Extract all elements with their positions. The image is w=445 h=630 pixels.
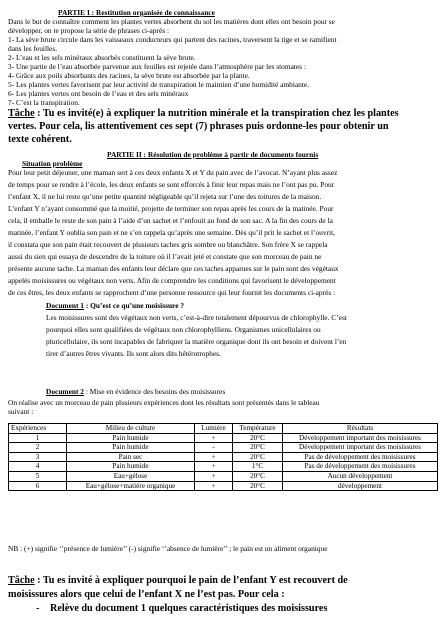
doc1-heading bbox=[46, 301, 184, 310]
sentence-line: dans les feuilles. bbox=[8, 44, 58, 53]
table-header-cell: Milieu de culture bbox=[67, 424, 195, 434]
table-cell: + bbox=[195, 471, 233, 481]
part1-intro-line: développer, on te propose la série de phrases ci-après : bbox=[8, 26, 170, 35]
situation-line: cela, il emballe le reste de son pain à l’aide d’un sachet et l’enfouit au fond de son sac. A la fin des cours de la bbox=[8, 216, 333, 225]
task-label: Tâche bbox=[8, 108, 35, 119]
sentence-line: 6- Les plantes vertes ont besoin de l’eau et des sels minéraux bbox=[8, 89, 189, 98]
part2-task-line: moisissures alors que celui de l’enfant X ne l’est pas. Pour cela : bbox=[8, 589, 285, 600]
table-cell: 2 bbox=[9, 443, 67, 453]
doc1-line: pluricellulaire, ils sont incapables de fabriquer la matière organique dont ils ont besoin et doivent l’en bbox=[46, 337, 347, 346]
table-cell: + bbox=[195, 433, 233, 443]
table-row bbox=[9, 471, 438, 481]
table-row bbox=[9, 481, 438, 491]
situation-line: L’enfant Y n’ayant consommé que la moitié, projette de terminer son repas après les cours de la matinée. Pour bbox=[8, 204, 334, 213]
doc1-line: pourquoi elles sont qualifiées de végétaux non chlorophylliens. Organismes unicellulaires ou bbox=[46, 325, 321, 334]
table-cell: 1°C bbox=[233, 462, 283, 472]
table-cell: Développement important des moisissures bbox=[283, 433, 438, 443]
bullet-item bbox=[36, 603, 327, 615]
sentence-line: 2- L’eau et les sels minéraux absorbés constituent la sève brute. bbox=[8, 53, 196, 62]
sentence-line: 5- Les plantes vertes favorisent par leur activité de transpiration le maintien d’une humidité ambiante. bbox=[8, 80, 310, 89]
part1-task-line: vertes. Pour cela, lis attentivement ces sept (7) phrases puis ordonne-les pour obtenir un bbox=[8, 121, 389, 132]
situation-line: il constata que son pain était recouvert de plusieurs taches gris sombre ou blanchâtre. Son frère X se rappela bbox=[8, 240, 328, 249]
sentence-line: 1- La sève brute circule dans les vaisseaux conducteurs qui partent des racines, traversent la tige et se ramifient bbox=[8, 35, 337, 44]
part2-title: PARTIE II : Résolution de problème à partir de documents fournis bbox=[107, 150, 319, 159]
table-cell: 20°C bbox=[233, 443, 283, 453]
table-cell: développement bbox=[283, 481, 438, 491]
situation-line: Pour leur petit déjeuner, une maman sert à ces deux enfants X et Y du pain avec de l’avocat. N’ayant plus assez bbox=[8, 168, 338, 177]
table-cell: Développement important des moisissures bbox=[283, 443, 438, 453]
table-cell: + bbox=[195, 462, 233, 472]
doc2-heading bbox=[46, 387, 225, 396]
table-row bbox=[9, 462, 438, 472]
part1-task-line: texte cohérent. bbox=[8, 134, 72, 145]
table-cell: 5 bbox=[9, 471, 67, 481]
task-text: : Tu es invité à expliquer pourquoi le pain de l’enfant Y est recouvert de bbox=[34, 575, 348, 586]
part1-intro-line: Dans le but de connaître comment les plantes vertes absorbent du sol les matières dont elles ont besoin pour se bbox=[8, 17, 335, 26]
table-cell: - bbox=[195, 443, 233, 453]
table-cell: 6 bbox=[9, 481, 67, 491]
table-cell: Pas de développement des moisissures bbox=[283, 452, 438, 462]
table-cell: 20°C bbox=[233, 452, 283, 462]
situation-line: appelés moisissures ou végétaux non verts. Afin de comprendre les conditions qui favorisent le développement bbox=[8, 276, 336, 285]
table-cell: Pain humide bbox=[67, 433, 195, 443]
sentence-line: 4- Grâce aux poils absorbants des racines, la sève brute est absorbée par la plante. bbox=[8, 71, 250, 80]
part1-title: PARTIE I : Restitution organisée de connaissance bbox=[58, 8, 215, 17]
table-header-row bbox=[9, 424, 438, 434]
task-text: : Tu es invité(e) à expliquer la nutrition minérale et la transpiration chez les plantes bbox=[34, 108, 399, 119]
table-header-cell: Lumière bbox=[195, 424, 233, 434]
table-cell: 3 bbox=[9, 452, 67, 462]
results-table bbox=[8, 423, 438, 491]
situation-line: de temps pour se rendre à l’école, les deux enfants se sont efforcés à finir leur repas mais ne l’ont pas pu. Pour bbox=[8, 180, 335, 189]
bullet-dash: - bbox=[36, 603, 40, 614]
doc2-intro-line: suivant : bbox=[8, 407, 34, 416]
situation-line: l’enfant X, il ne lui reste qu’une petite quantité négligeable qu’il rejeta sur l’une des toitures de la maison. bbox=[8, 192, 322, 201]
table-cell: Pain sec bbox=[67, 452, 195, 462]
table-cell: + bbox=[195, 452, 233, 462]
doc1-line: tirer d’autres êtres vivants. Ils sont alors dits hétérotrophes. bbox=[46, 349, 221, 358]
doc2-intro-line: On réalise avec un morceau de pain plusieurs expériences dont les résultats sont présentés dans le tableau bbox=[8, 398, 320, 407]
situation-line: matinée, l’enfant Y oublia son pain et ne s’en rappela qu’après une semaine. Dès qu’il prit le sachet et l’ouvrit, bbox=[8, 228, 335, 237]
table-cell: Aucun développement bbox=[283, 471, 438, 481]
task-label: Tâche bbox=[8, 575, 35, 586]
part2-task bbox=[8, 575, 348, 587]
sentence-line: 7- C’est la transpiration. bbox=[8, 98, 80, 107]
table-cell: + bbox=[195, 481, 233, 491]
table-cell: 1 bbox=[9, 433, 67, 443]
table-cell: Pain humide bbox=[67, 462, 195, 472]
table-cell: Pas de développement des moisissures bbox=[283, 462, 438, 472]
table-header-cell: Résultats bbox=[283, 424, 438, 434]
table-row bbox=[9, 443, 438, 453]
doc2-title: : Mise en évidence des besoins des moisissures bbox=[83, 387, 226, 396]
doc1-label: Document 1 bbox=[46, 301, 84, 310]
situation-line: aussi du sien qui essaya de descendre de la toiture où il l’avait jeté et constate que son morceau de pain ne bbox=[8, 252, 322, 261]
table-cell: 20°C bbox=[233, 481, 283, 491]
table-cell: 20°C bbox=[233, 433, 283, 443]
table-header-cell: Température bbox=[233, 424, 283, 434]
table-cell: Eau+gélose bbox=[67, 471, 195, 481]
doc2-label: Document 2 bbox=[46, 387, 84, 396]
table-row bbox=[9, 452, 438, 462]
table-cell: Pain humide bbox=[67, 443, 195, 453]
doc1-line: Les moisissures sont des végétaux non verts, c’est-à-dire totalement dépourvus de chlorophylle. C’est bbox=[46, 313, 347, 322]
situation-line: présente aucune tache. La maman des enfants leur déclare que ces taches apparues sur le pain sont des végétaux bbox=[8, 264, 339, 273]
table-cell: 20°C bbox=[233, 471, 283, 481]
bullet-text: Relève du document 1 quelques caractéristiques des moisissures bbox=[50, 603, 328, 614]
table-cell: 4 bbox=[9, 462, 67, 472]
situation-line: de ces êtres, les deux enfants se rapprochent d’une personne ressource qui leur fournit les documents ci-après : bbox=[8, 288, 336, 297]
situation-title: Situation problème bbox=[22, 159, 83, 168]
nb-note: NB : (+) signifie ‘’présence de lumière’’ (-) signifie ‘’absence de lumière’’ ; le pain est un aliment organique bbox=[8, 544, 328, 553]
table-header-cell: Expériences bbox=[9, 424, 67, 434]
table-cell: Eau+gélose+matière organique bbox=[67, 481, 195, 491]
table-row bbox=[9, 433, 438, 443]
sentence-line: 3- Une partie de l’eau absorbée parvenue aux feuilles est rejetée dans l’atmosphère par les stomates : bbox=[8, 62, 306, 71]
part1-task bbox=[8, 108, 399, 120]
doc1-question: : Qu’est ce qu’une moisissure ? bbox=[83, 301, 185, 310]
